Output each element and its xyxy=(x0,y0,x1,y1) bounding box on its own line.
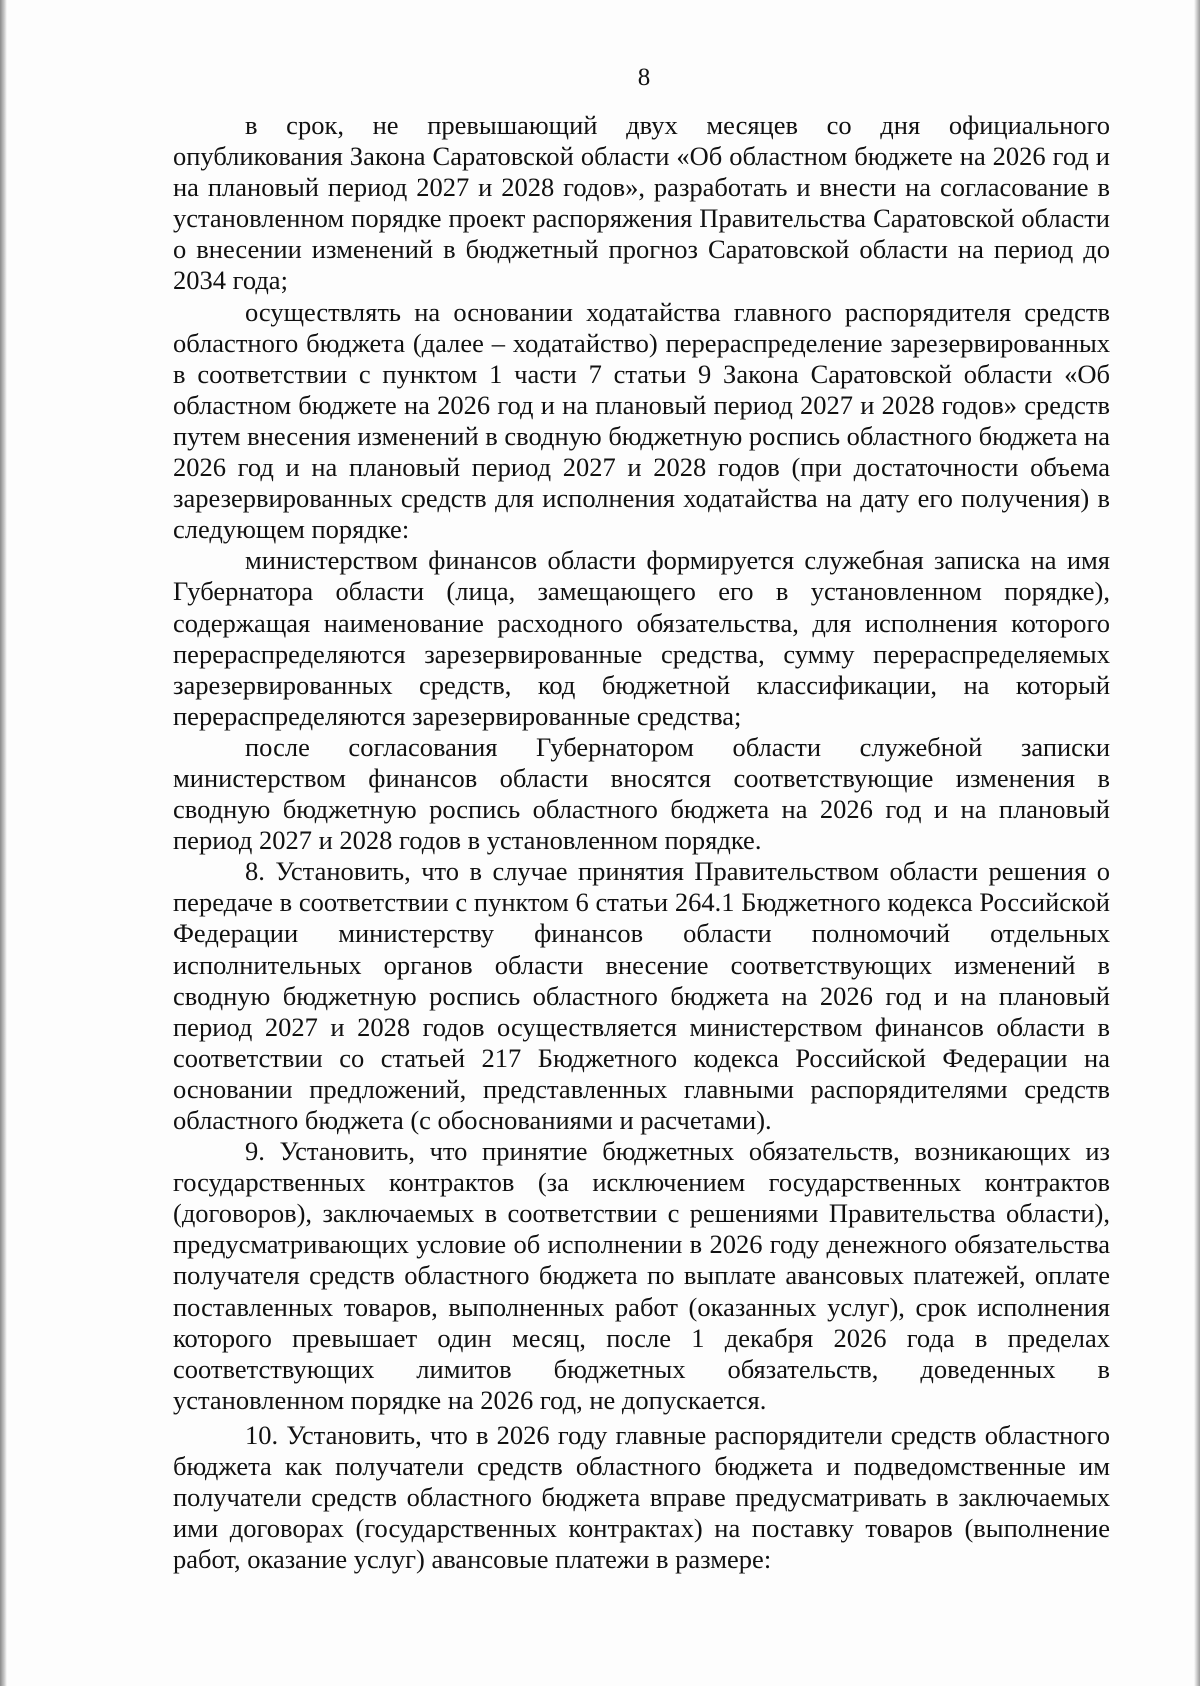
scan-edge-left xyxy=(0,0,7,1686)
paragraph-redistribution: осуществлять на основании ходатайства главного распорядителя средств областного бюджета (далее – ходатайство) перераспределение зарезервированных в соответствии с пунктом 1 части 7 статьи 9 Закона Саратовской области «Об областном бюджете на 2026 год и на плановый период 2027 и 2028 годов» средств путем внесения изменений в сводную бюджетную роспись областного бюджета на 2026 год и на плановый период 2027 и 2028 годов (при достаточности объема зарезервированных средств для исполнения ходатайства на дату его получения) в следующем порядке: xyxy=(173,296,1110,545)
paragraph-reserve-deadline: в срок, не превышающий двух месяцев со дня официального опубликования Закона Саратовской области «Об областном бюджете на 2026 год и на плановый период 2027 и 2028 годов», разработать и внести на согласование в установленном порядке проект распоряжения Правительства Саратовской области о внесении изменений в бюджетный прогноз Саратовской области на период до 2034 года; xyxy=(173,110,1110,296)
scan-edge-right xyxy=(1194,0,1200,1686)
paragraph-governor-approval: после согласования Губернатором области служебной записки министерством финансов области вносятся соответствующие изменения в сводную бюджетную роспись областного бюджета на 2026 год и на плановый период 2027 и 2028 годов в установленном порядке. xyxy=(173,731,1110,856)
paragraph-item-10: 10. Установить, что в 2026 году главные распорядители средств областного бюджета как получатели средств областного бюджета и подведомственные им получатели средств областного бюджета вправе предусматривать в заключаемых ими договорах (государственных контрактах) на поставку товаров (выполнение работ, оказание услуг) авансовые платежи в размере: xyxy=(173,1419,1110,1575)
paragraph-memo: министерством финансов области формируется служебная записка на имя Губернатора области (лица, замещающего его в установленном порядке), содержащая наименование расходного обязательства, для исполнения которого перераспределяются зарезервированные средства, сумму перераспределяемых зарезервированных средств, код бюджетной классификации, на который перераспределяются зарезервированные средства; xyxy=(173,545,1110,731)
paragraph-item-9: 9. Установить, что принятие бюджетных обязательств, возникающих из государственных контрактов (за исключением государственных контрактов (договоров), заключаемых в соответствии с решениями Правительства области), предусматривающих условие об исполнении в 2026 году денежного обязательства получателя средств областного бюджета по выплате авансовых платежей, оплате поставленных товаров, выполненных работ (оказанных услуг), срок исполнения которого превышает один месяц, после 1 декабря 2026 года в пределах соответствующих лимитов бюджетных обязательств, доведенных в установленном порядке на 2026 год, не допускается. xyxy=(173,1136,1110,1415)
paragraph-item-8: 8. Установить, что в случае принятия Правительством области решения о передаче в соответствии с пунктом 6 статьи 264.1 Бюджетного кодекса Российской Федерации министерству финансов области полномочий отдельных исполнительных органов области внесение соответствующих изменений в сводную бюджетную роспись областного бюджета на 2026 год и на плановый период 2027 и 2028 годов осуществляется министерством финансов области в соответствии со статьей 217 Бюджетного кодекса Российской Федерации на основании предложений, представленных главными распорядителями средств областного бюджета (с обоснованиями и расчетами). xyxy=(173,856,1110,1135)
page-number: 8 xyxy=(637,64,651,91)
document-body xyxy=(173,110,1110,1575)
